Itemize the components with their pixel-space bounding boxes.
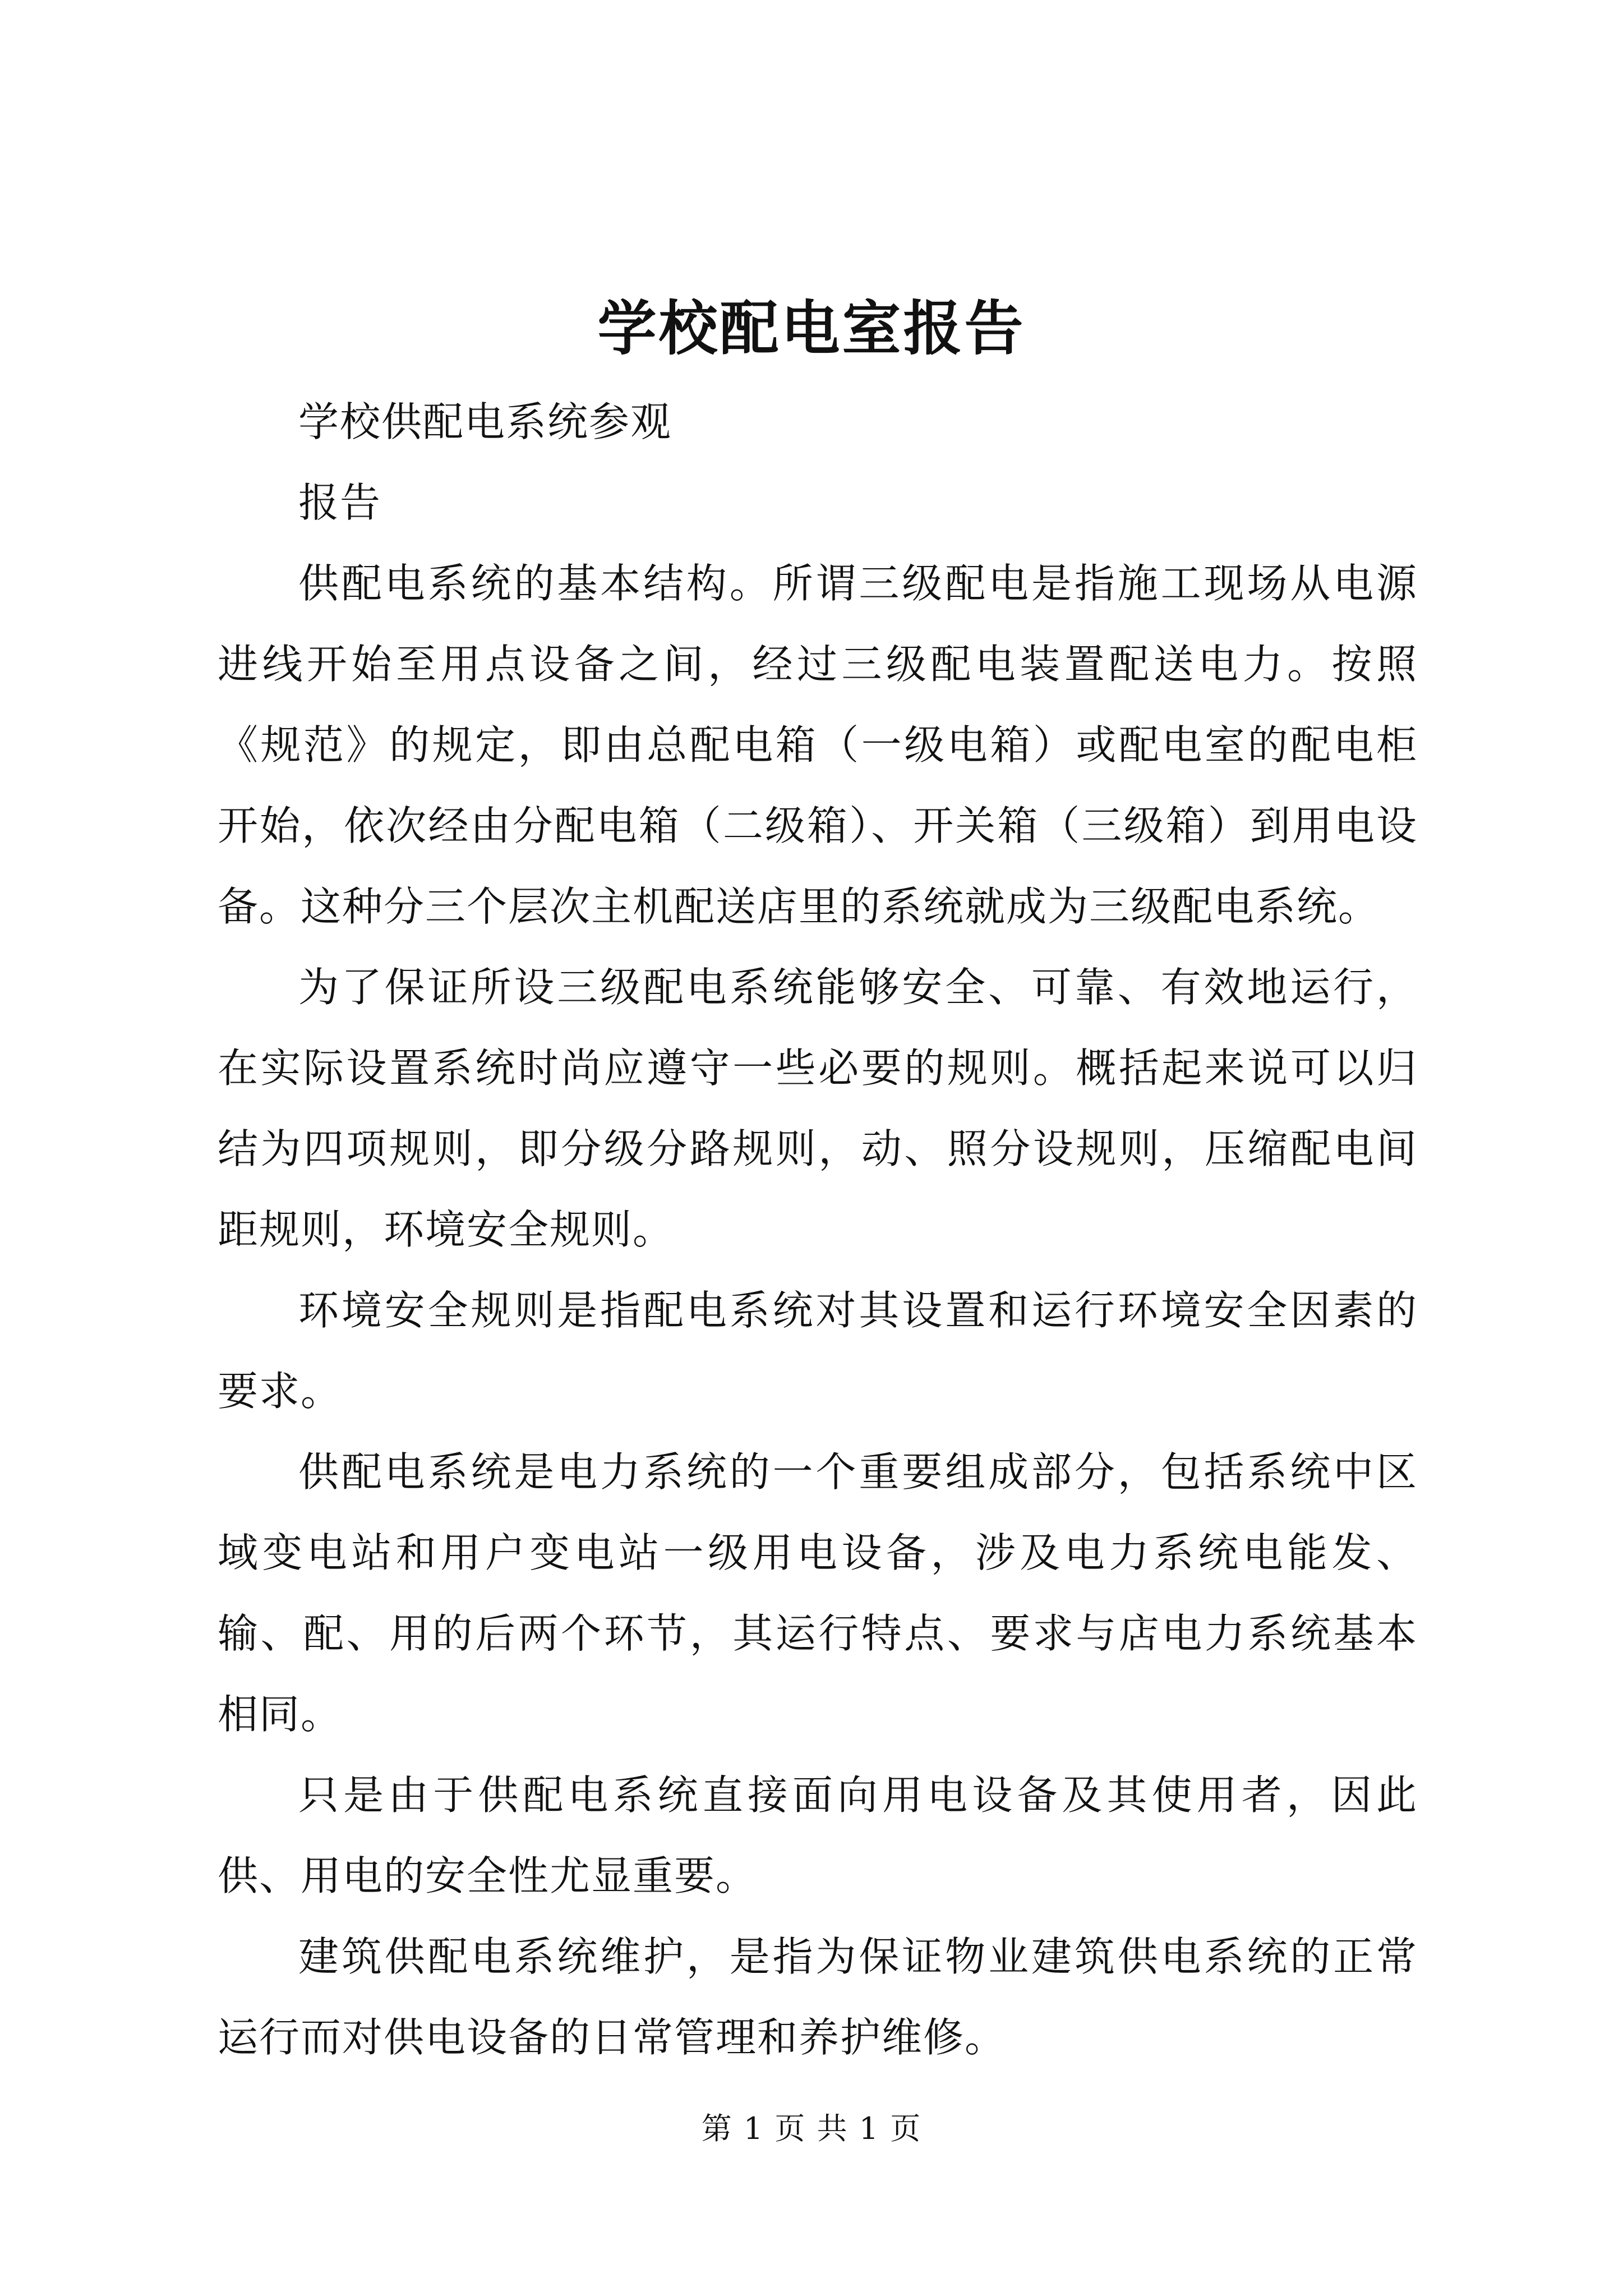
paragraph-8: 建筑供配电系统维护，是指为保证物业建筑供电系统的正常运行而对供电设备的日常管理和养护维修。 [218, 1933, 1418, 2061]
paragraph-4: 为了保证所设三级配电系统能够安全、可靠、有效地运行，在实际设置系统时尚应遵守一些必要的规则。概括起来说可以归结为四项规则，即分级分路规则，动、照分设规则，压缩配电间距规则，环境安全规则。 [218, 964, 1418, 1253]
paragraph-6: 供配电系统是电力系统的一个重要组成部分，包括系统中区域变电站和用户变电站一级用电设备，涉及电力系统电能发、输、配、用的后两个环节，其运行特点、要求与店电力系统基本相同。 [218, 1448, 1418, 1738]
paragraph-2: 报告 [298, 479, 382, 526]
paragraph-1: 学校供配电系统参观 [298, 398, 672, 445]
page-footer: 第 1 页 共 1 页 [701, 2111, 922, 2146]
paragraph-7: 只是由于供配电系统直接面向用电设备及其使用者，因此供、用电的安全性尤显重要。 [218, 1772, 1418, 1899]
paragraph-3: 供配电系统的基本结构。所谓三级配电是指施工现场从电源进线开始至用点设备之间，经过三级配电装置配送电力。按照《规范》的规定，即由总配电箱（一级电箱）或配电室的配电柜开始，依次经由分配电箱（二级箱）、开关箱（三级箱）到用电设备。这种分三个层次主机配送店里的系统就成为三级配电系统。 [218, 560, 1418, 930]
document-title: 学校配电室报告 [597, 293, 1026, 363]
document-body [218, 381, 1418, 2078]
paragraph-5: 环境安全规则是指配电系统对其设置和运行环境安全因素的要求。 [218, 1287, 1418, 1415]
